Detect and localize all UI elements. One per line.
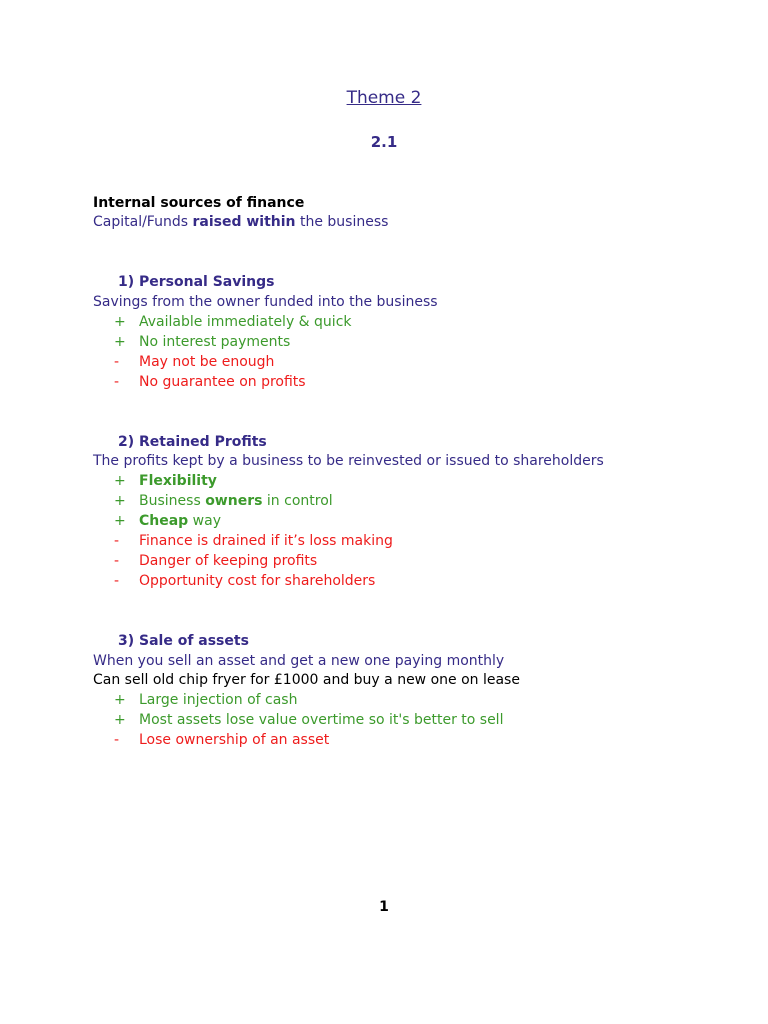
point-text: Flexibility — [139, 473, 217, 489]
minus-symbol: - — [114, 573, 120, 589]
plus-symbol: + — [114, 513, 126, 529]
plus-symbol: + — [114, 314, 126, 330]
pro-point — [114, 511, 221, 531]
con-point — [114, 372, 306, 392]
section-example: Can sell old chip fryer for £1000 and buy a new one on lease — [93, 672, 520, 688]
point-text-bold: Cheap — [139, 513, 189, 529]
plus-symbol: + — [114, 334, 126, 350]
section-heading-text: Sale of assets — [139, 633, 249, 649]
minus-symbol: - — [114, 533, 120, 549]
definition-post: the business — [295, 214, 389, 230]
pro-point — [114, 491, 333, 511]
plus-symbol: + — [114, 493, 126, 509]
con-point — [114, 551, 317, 571]
pro-point — [114, 332, 290, 352]
section-heading-personal-savings — [118, 272, 274, 292]
pro-point — [114, 312, 352, 332]
point-text: Opportunity cost for shareholders — [139, 573, 376, 589]
plus-symbol: + — [114, 473, 126, 489]
point-text: May not be enough — [139, 354, 275, 370]
con-point — [114, 531, 393, 551]
intro-heading: Internal sources of finance — [93, 195, 305, 211]
con-point — [114, 571, 375, 591]
section-heading-number: 1) — [118, 274, 135, 290]
section-number: 2.1 — [370, 133, 398, 151]
point-text: Available immediately & quick — [139, 314, 352, 330]
definition-pre: Capital/Funds — [93, 214, 193, 230]
section-heading-number: 3) — [118, 633, 135, 649]
point-text: No guarantee on profits — [139, 374, 306, 390]
minus-symbol: - — [114, 374, 120, 390]
point-text-bold: owners — [205, 493, 263, 509]
con-point — [114, 352, 274, 372]
point-text: Most assets lose value overtime so it's better to sell — [139, 712, 504, 728]
section-heading-number: 2) — [118, 434, 135, 450]
minus-symbol: - — [114, 732, 120, 748]
section-heading-text: Retained Profits — [139, 434, 267, 450]
section-heading-sale-of-assets — [118, 631, 249, 651]
point-text: Finance is drained if it’s loss making — [139, 533, 393, 549]
plus-symbol: + — [114, 692, 126, 708]
point-text-pre: Business — [139, 493, 206, 509]
point-text: Danger of keeping profits — [139, 553, 318, 569]
minus-symbol: - — [114, 354, 120, 370]
point-text-post: in control — [262, 493, 333, 509]
section-description: The profits kept by a business to be reinvested or issued to shareholders — [93, 453, 604, 469]
page-title: Theme 2 — [346, 88, 422, 108]
section-heading-retained-profits — [118, 432, 267, 452]
pro-point — [114, 690, 297, 710]
minus-symbol: - — [114, 553, 120, 569]
point-text: No interest payments — [139, 334, 291, 350]
point-text: Large injection of cash — [139, 692, 298, 708]
plus-symbol: + — [114, 712, 126, 728]
page-number: 1 — [379, 899, 389, 915]
section-heading-text: Personal Savings — [139, 274, 275, 290]
con-point — [114, 730, 329, 750]
pro-point — [114, 471, 217, 491]
point-text: Lose ownership of an asset — [139, 732, 330, 748]
section-description: Savings from the owner funded into the business — [93, 294, 438, 310]
intro-definition — [93, 212, 388, 232]
definition-bold: raised within — [192, 214, 296, 230]
pro-point — [114, 710, 503, 730]
point-text-post: way — [188, 513, 221, 529]
section-description: When you sell an asset and get a new one paying monthly — [93, 653, 505, 669]
